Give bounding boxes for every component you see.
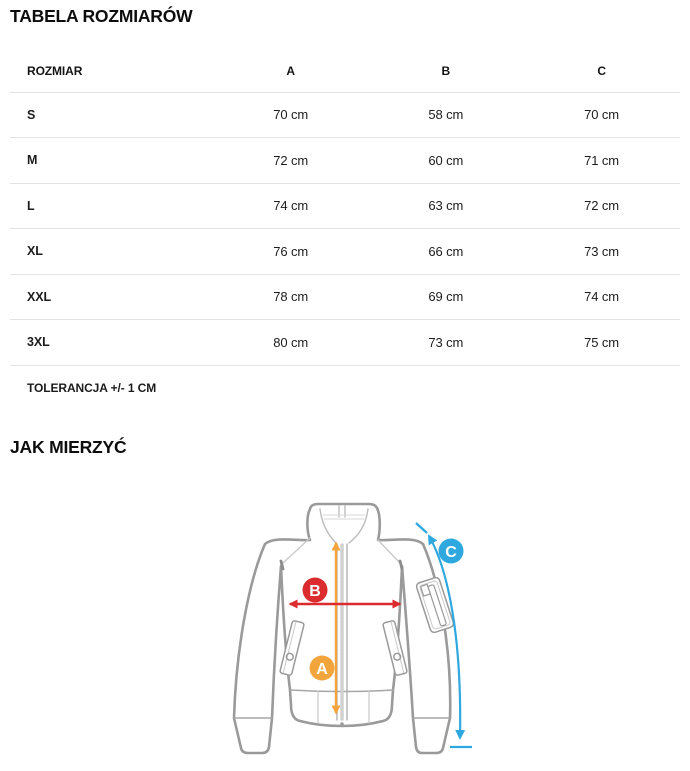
measure-badge-b — [303, 578, 328, 603]
size-label: M — [10, 138, 213, 184]
measurement-c: 70 cm — [523, 92, 680, 138]
svg-text:C: C — [445, 544, 457, 561]
measurement-c: 71 cm — [523, 138, 680, 184]
size-table-header-row — [10, 50, 680, 92]
size-table-title: TABELA ROZMIARÓW — [10, 6, 193, 26]
table-row-m — [10, 138, 680, 184]
jacket-measure-diagram — [170, 487, 515, 771]
column-header-a: A — [213, 50, 368, 92]
svg-text:B: B — [309, 583, 321, 600]
measurement-b: 69 cm — [368, 274, 523, 320]
size-label: S — [10, 92, 213, 138]
measurement-a: 70 cm — [213, 92, 368, 138]
measurement-b: 63 cm — [368, 183, 523, 229]
jacket-illustration — [234, 504, 454, 753]
how-to-measure-title: JAK MIERZYĆ — [10, 437, 127, 457]
table-row-3xl — [10, 320, 680, 366]
size-label: L — [10, 183, 213, 229]
column-header-c: C — [523, 50, 680, 92]
measurement-a: 72 cm — [213, 138, 368, 184]
measurement-c: 75 cm — [523, 320, 680, 366]
measurement-b: 73 cm — [368, 320, 523, 366]
measurement-c: 74 cm — [523, 274, 680, 320]
measurement-a: 80 cm — [213, 320, 368, 366]
column-header-rozmiar: ROZMIAR — [10, 50, 213, 92]
table-row-xxl — [10, 274, 680, 320]
tolerance-note-row — [10, 365, 680, 405]
measurement-b: 66 cm — [368, 229, 523, 275]
measurement-c: 73 cm — [523, 229, 680, 275]
size-table — [10, 50, 680, 405]
measure-badge-c — [439, 539, 464, 564]
measurement-c: 72 cm — [523, 183, 680, 229]
svg-text:A: A — [316, 661, 328, 678]
measurement-b: 58 cm — [368, 92, 523, 138]
size-label: XXL — [10, 274, 213, 320]
measure-c-top-tick — [416, 523, 427, 533]
table-row-xl — [10, 229, 680, 275]
measurement-a: 78 cm — [213, 274, 368, 320]
tolerance-note: TOLERANCJA +/- 1 CM — [27, 381, 157, 396]
measurement-a: 74 cm — [213, 183, 368, 229]
size-label: 3XL — [10, 320, 213, 366]
measure-badge-a — [310, 656, 335, 681]
table-row-l — [10, 183, 680, 229]
measurement-a: 76 cm — [213, 229, 368, 275]
measurement-b: 60 cm — [368, 138, 523, 184]
size-label: XL — [10, 229, 213, 275]
table-row-s — [10, 92, 680, 138]
column-header-b: B — [368, 50, 523, 92]
